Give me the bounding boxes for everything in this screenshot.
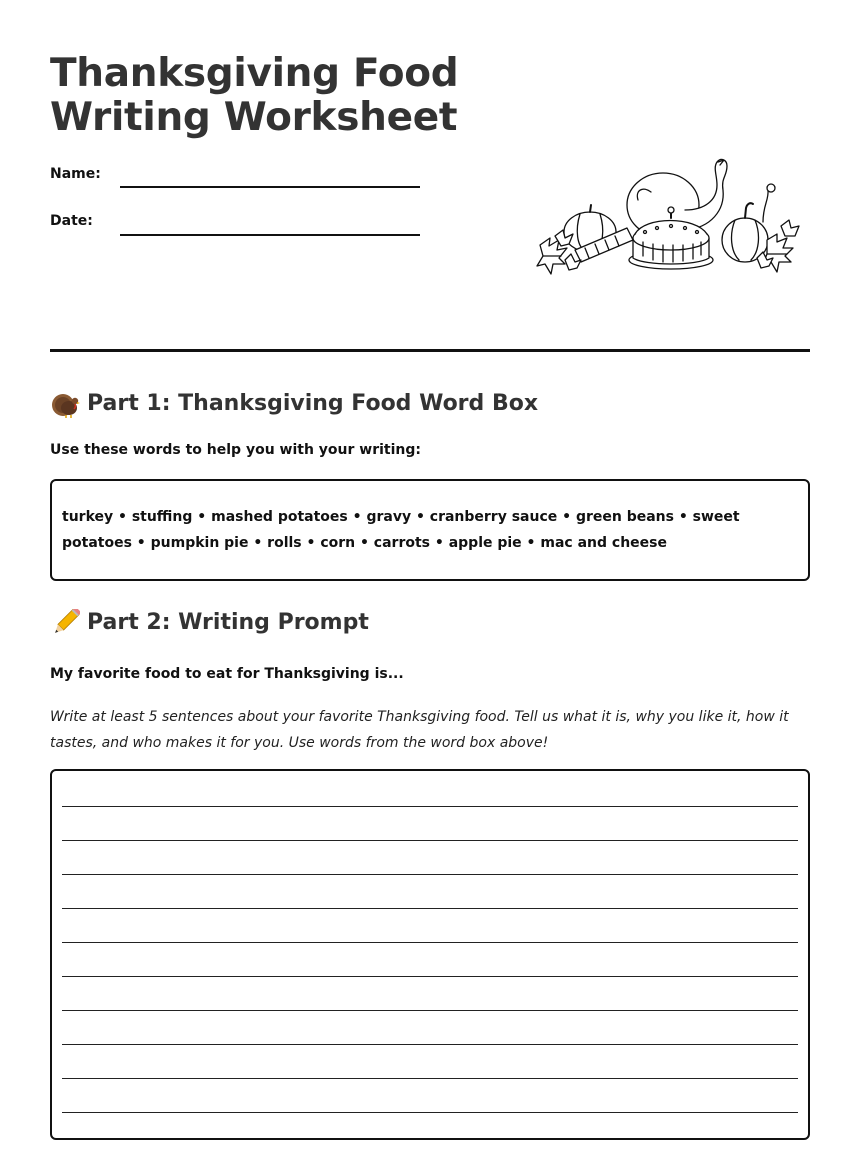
thanksgiving-feast-illustration	[535, 150, 805, 280]
prompt-description: Write at least 5 sentences about your favorite Thanksgiving food. Tell us what it is, why you like it, how it tastes, and who makes it for you. Use words from the word box above!	[50, 709, 789, 751]
writing-line[interactable]	[62, 806, 798, 807]
writing-line[interactable]	[62, 908, 798, 909]
name-line[interactable]	[120, 186, 420, 188]
name-label: Name:	[50, 166, 101, 182]
writing-line[interactable]	[62, 874, 798, 875]
writing-line[interactable]	[62, 840, 798, 841]
part1-instruction: Use these words to help you with your writing:	[50, 442, 422, 458]
part1-heading	[50, 390, 538, 418]
writing-line[interactable]	[62, 1010, 798, 1011]
writing-line[interactable]	[62, 1112, 798, 1113]
writing-prompt: My favorite food to eat for Thanksgiving is...	[50, 666, 404, 682]
writing-line[interactable]	[62, 976, 798, 977]
pencil-icon	[50, 609, 80, 637]
writing-line[interactable]	[62, 1044, 798, 1045]
word-box	[50, 479, 810, 581]
word-box-text: turkey • stuffing • mashed potatoes • gravy • cranberry sauce • green beans • sweet potatoes • pumpkin pie • rolls • corn • carrots • apple pie • mac and cheese	[62, 509, 740, 551]
title-line-1: Thanksgiving Food	[50, 51, 459, 96]
writing-line[interactable]	[62, 1078, 798, 1079]
date-label: Date:	[50, 213, 93, 229]
date-line[interactable]	[120, 234, 420, 236]
writing-line[interactable]	[62, 942, 798, 943]
part2-heading	[50, 609, 369, 637]
section-divider	[50, 349, 810, 352]
part2-heading-text: Part 2: Writing Prompt	[87, 610, 369, 635]
writing-area[interactable]	[50, 769, 810, 1140]
turkey-icon	[50, 390, 80, 418]
title-line-2: Writing Worksheet	[50, 95, 458, 140]
worksheet-title	[50, 52, 458, 140]
part1-heading-text: Part 1: Thanksgiving Food Word Box	[87, 391, 539, 416]
